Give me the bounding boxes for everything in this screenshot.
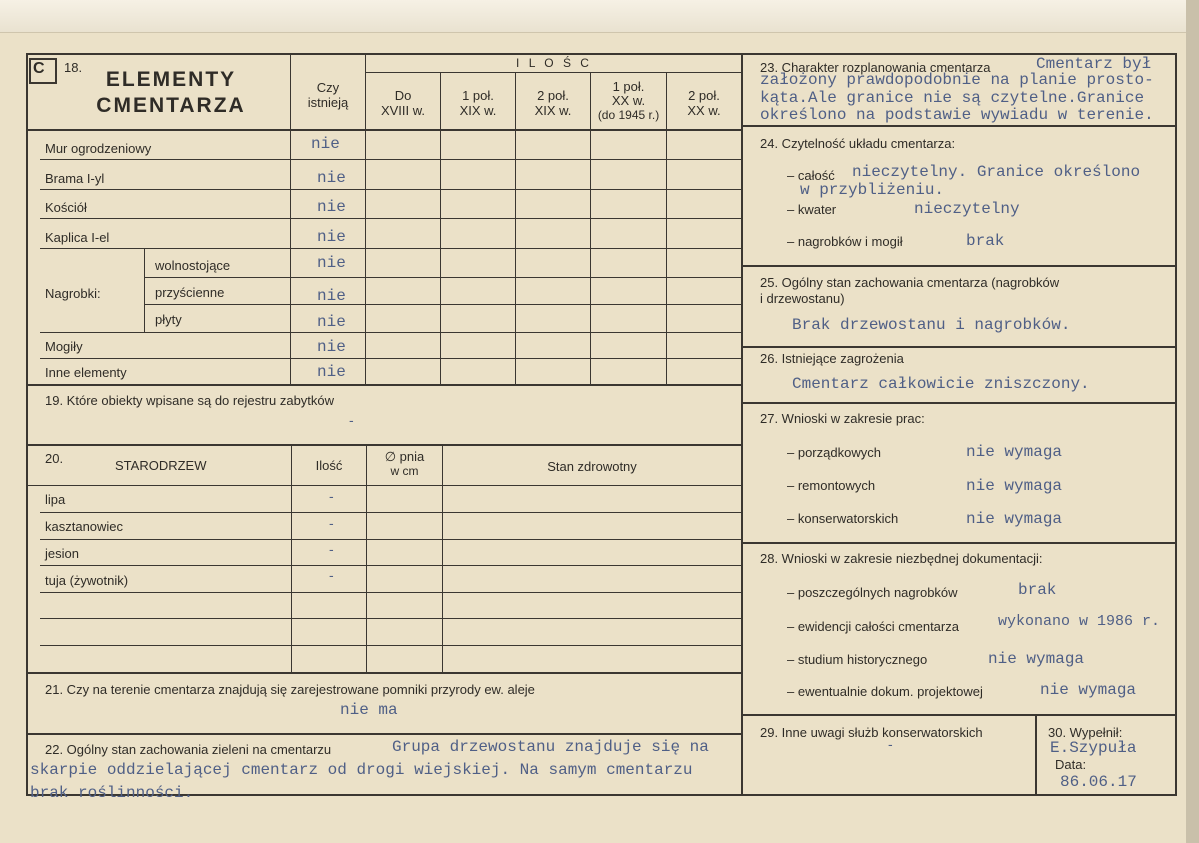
s24-label: 24. Czytelność układu cmentarza:: [760, 136, 956, 151]
s25-label-2: i drzewostanu): [760, 291, 845, 306]
grid-line: [741, 542, 1177, 544]
grid-line: [144, 248, 145, 332]
grid-line: [515, 72, 516, 385]
period-header: [516, 88, 590, 118]
s22-label: 22. Ogólny stan zachowania zieleni na cmentarzu: [45, 742, 332, 757]
element-label: Inne elementy: [45, 365, 127, 380]
s20-col-stan: Stan zdrowotny: [547, 459, 637, 474]
period-line: 1 poł.: [612, 79, 645, 94]
s28-item-label: – studium historycznego: [787, 652, 928, 667]
s22-value-line3: brak roślinności.: [30, 784, 194, 802]
grid-line: [40, 218, 741, 219]
pnia-line2: w cm: [390, 464, 419, 478]
s26-value: Cmentarz całkowicie zniszczony.: [792, 375, 1090, 393]
grid-line: [741, 265, 1177, 267]
frame-line: [26, 53, 1177, 55]
grid-line: [144, 304, 741, 305]
element-label: Kaplica I-el: [45, 230, 110, 245]
period-line: XX w.: [611, 93, 646, 108]
tree-ilosc: -: [329, 541, 334, 557]
grid-line: [26, 733, 742, 735]
s22-value-line2: skarpie oddzielającej cmentarz od drogi wiejskiej. Na samym cmentarzu: [30, 761, 693, 779]
s24-nagrobkow-value: brak: [966, 232, 1005, 250]
element-label: płyty: [155, 312, 182, 327]
element-label: przyścienne: [155, 285, 225, 300]
s28-label: 28. Wnioski w zakresie niezbędnej dokumentacji:: [760, 551, 1043, 566]
period-line: Do: [394, 88, 412, 103]
element-value: nie: [317, 363, 346, 381]
s27-label: 27. Wnioski w zakresie prac:: [760, 411, 925, 426]
s23-label: 23. Charakter rozplanowania cmentarza: [760, 60, 991, 75]
grid-line: [144, 277, 741, 278]
grid-line: [40, 645, 741, 646]
s28-item-value: wykonano w 1986 r.: [998, 613, 1161, 630]
s27-item-label: – konserwatorskich: [787, 511, 899, 526]
grid-line: [741, 125, 1177, 127]
element-value: nie: [311, 135, 340, 153]
s24-calosc-label: – całość: [787, 168, 835, 183]
grid-line: [40, 248, 741, 249]
s28-item-value: brak: [1018, 581, 1057, 599]
s23-value-line1: Cmentarz był: [1036, 55, 1152, 73]
tree-name: lipa: [45, 492, 66, 507]
column-czy-istnieja: [291, 80, 365, 110]
grid-line: [26, 485, 742, 486]
tree-name: kasztanowiec: [45, 519, 124, 534]
section-title-line2: CMENTARZA: [96, 94, 246, 117]
period-line: 1 poł.: [462, 88, 494, 103]
s30-date-label: Data:: [1055, 757, 1087, 772]
tree-ilosc: -: [329, 567, 334, 583]
paper-right-edge: [1186, 0, 1199, 843]
frame-line: [1175, 53, 1177, 796]
grid-line: [741, 346, 1177, 348]
element-value: nie: [317, 228, 346, 246]
s24-calosc-value-1: nieczytelny. Granice określono: [852, 163, 1141, 181]
period-line: 2 poł.: [688, 88, 720, 103]
s24-calosc-value-2: w przybliżeniu.: [800, 181, 945, 199]
s28-item-label: – ewidencji całości cmentarza: [787, 619, 959, 634]
period-line: XIX w.: [534, 103, 572, 118]
element-value: nie: [317, 198, 346, 216]
s21-label: 21. Czy na terenie cmentarza znajdują się zarejestrowane pomniki przyrody ew. aleje: [45, 682, 535, 697]
s27-item-value: nie wymaga: [966, 443, 1063, 461]
period-header: [667, 88, 741, 118]
grid-line: [26, 444, 742, 446]
s28-item-label: – ewentualnie dokum. projektowej: [787, 684, 983, 699]
s27-item-label: – remontowych: [787, 478, 876, 493]
s25-value: Brak drzewostanu i nagrobków.: [792, 316, 1071, 334]
grid-line: [442, 446, 443, 672]
element-value: nie: [317, 287, 346, 305]
s29-label: 29. Inne uwagi służb konserwatorskich: [760, 725, 983, 740]
grid-line: [291, 446, 292, 672]
element-label: Mogiły: [45, 339, 83, 354]
tree-ilosc: -: [329, 488, 334, 504]
s20-title: STARODRZEW: [115, 458, 207, 473]
grid-line: [40, 618, 741, 619]
nagrobki-label: Nagrobki:: [45, 286, 101, 301]
tree-ilosc: -: [329, 515, 334, 531]
element-label: wolnostojące: [155, 258, 231, 273]
frame-line: [741, 53, 743, 796]
grid-line: [40, 358, 741, 359]
grid-line: [1035, 714, 1037, 796]
period-line: XVIII w.: [380, 103, 426, 118]
element-value: nie: [317, 169, 346, 187]
element-label: Kościół: [45, 200, 87, 215]
period-header: [591, 80, 666, 122]
period-header: [366, 88, 440, 118]
section-letter: C: [33, 60, 45, 77]
grid-line: [440, 72, 441, 385]
grid-line: [40, 592, 741, 593]
frame-line: [26, 794, 1177, 796]
grid-line: [40, 159, 741, 160]
s24-nagrobkow-label: – nagrobków i mogił: [787, 234, 903, 249]
grid-line: [666, 72, 667, 385]
tree-name: tuja (żywotnik): [45, 573, 129, 588]
grid-line: [40, 332, 741, 333]
s24-kwater-value: nieczytelny: [914, 200, 1020, 218]
s22-value-line1: Grupa drzewostanu znajduje się na: [392, 738, 709, 756]
paper-top-edge: [0, 0, 1199, 33]
grid-line: [741, 714, 1177, 716]
s28-item-value: nie wymaga: [988, 650, 1085, 668]
s28-item-value: nie wymaga: [1040, 681, 1137, 699]
s19-value: -: [349, 412, 354, 428]
s20-col-pnia: [367, 450, 442, 478]
grid-line: [366, 446, 367, 672]
element-label: Mur ogrodzeniowy: [45, 141, 152, 156]
czy-line1: Czy: [316, 80, 340, 95]
element-value: nie: [317, 254, 346, 272]
element-value: nie: [317, 313, 346, 331]
s20-number: 20.: [45, 451, 64, 466]
grid-line: [40, 189, 741, 190]
s23-value-line3: kąta.Ale granice nie są czytelne.Granice: [760, 89, 1145, 107]
s30-label: 30. Wypełnił:: [1048, 725, 1123, 740]
element-label: Brama I-yl: [45, 171, 105, 186]
tree-name: jesion: [45, 546, 79, 561]
s30-name: E.Szypuła: [1050, 739, 1137, 757]
s27-item-value: nie wymaga: [966, 477, 1063, 495]
s20-col-ilosc: Ilość: [315, 458, 343, 473]
element-value: nie: [317, 338, 346, 356]
grid-line: [26, 672, 742, 674]
grid-line: [40, 512, 741, 513]
s24-kwater-label: – kwater: [787, 202, 837, 217]
s23-value-line4: określono na podstawie wywiadu w terenie.: [760, 106, 1154, 124]
s19-label: 19. Które obiekty wpisane są do rejestru zabytków: [45, 393, 335, 408]
s27-item-label: – porządkowych: [787, 445, 881, 460]
grid-line: [26, 129, 742, 131]
period-header: [441, 88, 515, 118]
s25-label-1: 25. Ogólny stan zachowania cmentarza (nagrobków: [760, 275, 1060, 290]
grid-line: [365, 72, 741, 73]
period-line: (do 1945 r.): [597, 108, 660, 122]
s28-item-label: – poszczególnych nagrobków: [787, 585, 958, 600]
s27-item-value: nie wymaga: [966, 510, 1063, 528]
s23-value-line2: założony prawdopodobnie na planie prosto-: [760, 71, 1154, 89]
period-line: XX w.: [687, 103, 721, 118]
czy-line2: istnieją: [307, 95, 349, 110]
frame-line: [26, 53, 28, 796]
s26-label: 26. Istniejące zagrożenia: [760, 351, 904, 366]
grid-line: [741, 402, 1177, 404]
grid-line: [26, 384, 742, 386]
column-ilosc: I L O Ś C: [516, 56, 592, 70]
section-title-line1: ELEMENTY: [105, 68, 237, 91]
grid-line: [40, 565, 741, 566]
s30-date: 86.06.17: [1060, 773, 1137, 791]
pnia-line1: ∅ pnia: [384, 449, 425, 464]
section-number: 18.: [64, 60, 83, 75]
grid-line: [40, 539, 741, 540]
period-line: 2 poł.: [537, 88, 569, 103]
period-line: XIX w.: [459, 103, 497, 118]
s21-value: nie ma: [340, 701, 398, 719]
s29-value: -: [888, 736, 893, 752]
